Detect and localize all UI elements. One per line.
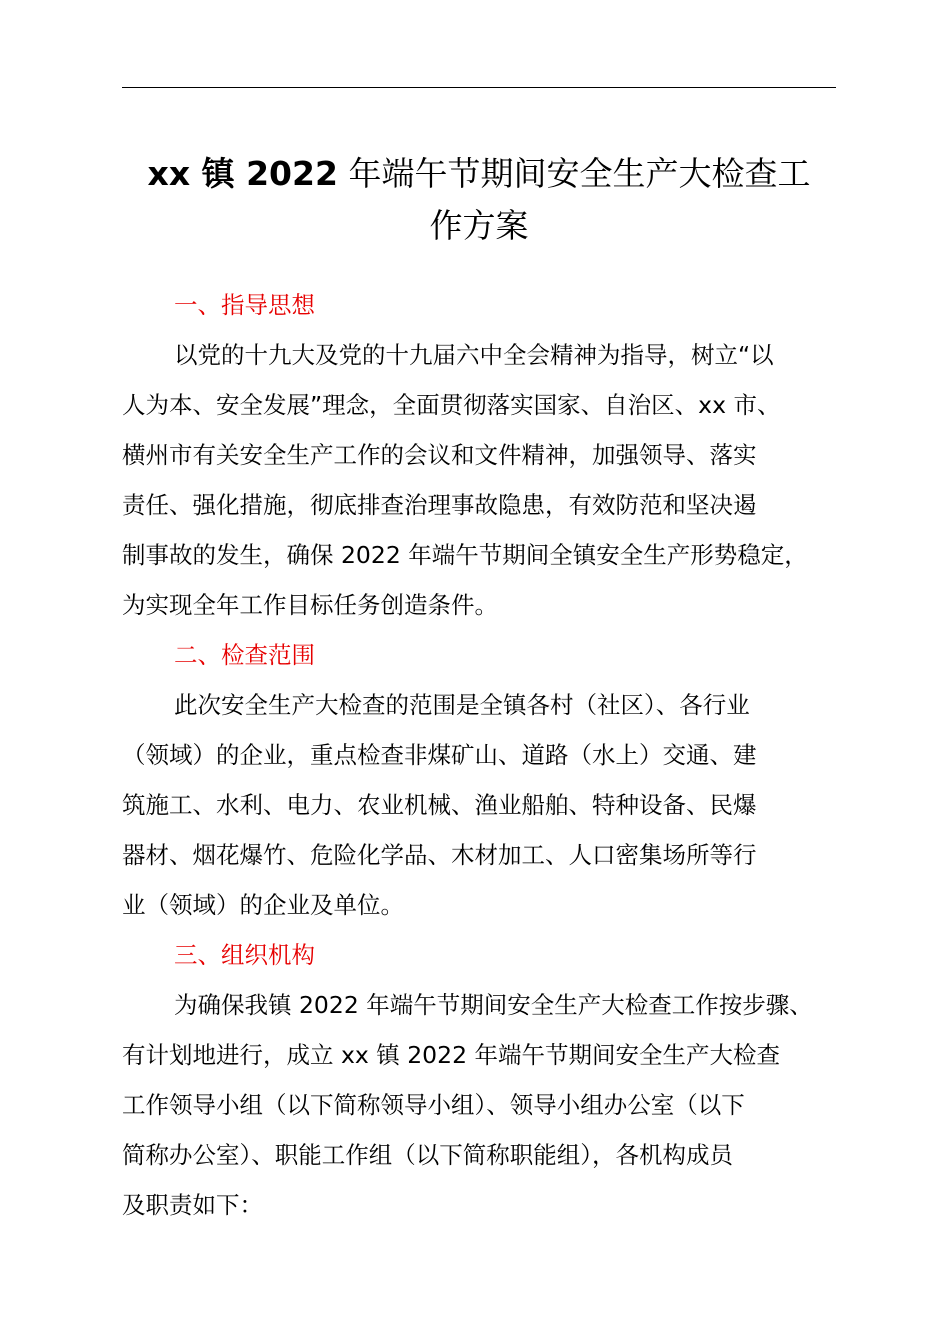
paragraph-line: 及职责如下： (122, 1191, 263, 1219)
title-line-1 (122, 148, 836, 200)
paragraph-line: 为确保我镇 2022 年端午节期间安全生产大检查工作按步骤、 (174, 991, 813, 1019)
document-body (122, 280, 836, 1230)
paragraph-line: （领域）的企业，重点检查非煤矿山、道路（水上）交通、建 (122, 741, 757, 769)
title-year: 2022 (246, 154, 338, 193)
paragraph-line: 人为本、安全发展”理念，全面贯彻落实国家、自治区、xx 市、 (122, 391, 781, 419)
section-heading-guiding-ideology: 一、指导思想 (174, 291, 315, 319)
paragraph-line: 筑施工、水利、电力、农业机械、渔业船舶、特种设备、民爆 (122, 791, 757, 819)
paragraph-line: 制事故的发生，确保 2022 年端午节期间全镇安全生产形势稳定， (122, 541, 808, 569)
document-title (122, 148, 836, 252)
paragraph-line: 器材、烟花爆竹、危险化学品、木材加工、人口密集场所等行 (122, 841, 757, 869)
paragraph-line: 简称办公室）、职能工作组（以下简称职能组），各机构成员 (122, 1141, 733, 1169)
paragraph-line: 业（领域）的企业及单位。 (122, 891, 404, 919)
section-heading-inspection-scope: 二、检查范围 (174, 641, 315, 669)
paragraph-line: 有计划地进行，成立 xx 镇 2022 年端午节期间安全生产大检查 (122, 1041, 780, 1069)
header-rule (122, 87, 836, 88)
title-line-2: 作方案 (429, 206, 529, 245)
paragraph-line: 为实现全年工作目标任务创造条件。 (122, 591, 498, 619)
paragraph-line: 此次安全生产大检查的范围是全镇各村（社区）、各行业 (174, 691, 750, 719)
paragraph-line: 工作领导小组（以下简称领导小组）、领导小组办公室（以下 (122, 1091, 745, 1119)
paragraph-line: 横州市有关安全生产工作的会议和文件精神，加强领导、落实 (122, 441, 757, 469)
title-suffix: 年端午节期间安全生产大检查工 (337, 154, 811, 193)
paragraph-line: 责任、强化措施，彻底排查治理事故隐患，有效防范和坚决遏 (122, 491, 757, 519)
section-heading-organization: 三、组织机构 (174, 941, 315, 969)
section-paragraph-guiding-ideology (122, 330, 836, 630)
paragraph-line: 以党的十九大及党的十九届六中全会精神为指导，树立“以 (174, 341, 774, 369)
title-prefix: xx 镇 (147, 154, 247, 193)
section-paragraph-organization (122, 980, 836, 1230)
section-paragraph-inspection-scope (122, 680, 836, 930)
